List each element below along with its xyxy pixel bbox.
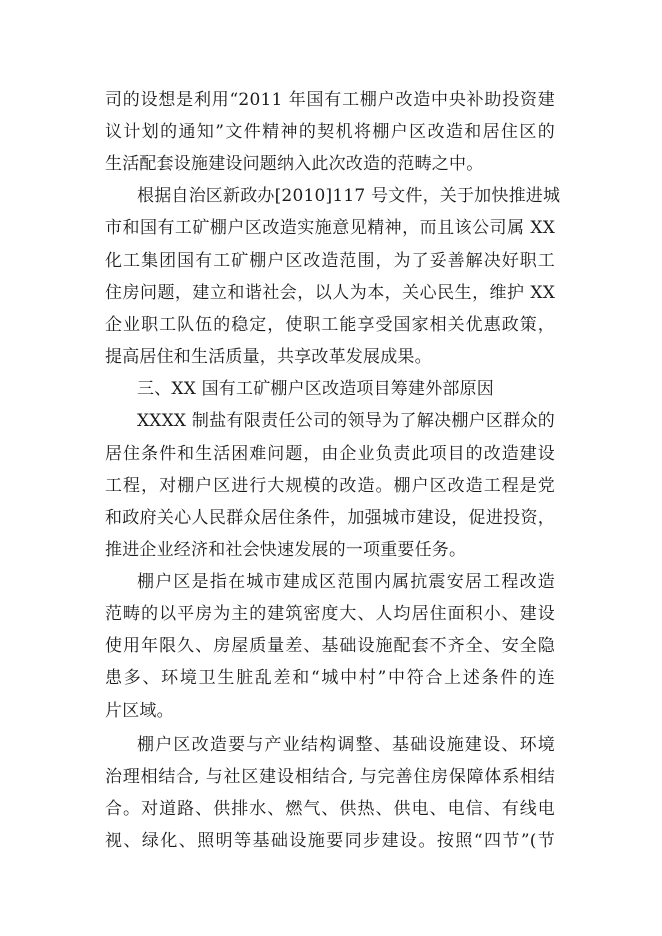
paragraph-line: 棚户区是指在城市建成区范围内属抗震安居工程改造 xyxy=(137,572,555,592)
paragraph-line: 居住条件和生活困难问题，由企业负责此项目的改造建设 xyxy=(105,444,555,464)
paragraph-line: 使用年限久、房屋质量差、基础设施配套不齐全、安全隐 xyxy=(105,636,555,656)
paragraph-line: 和政府关心人民群众居住条件，加强城市建设，促进投资， xyxy=(105,508,555,528)
paragraph-line: 议计划的通知”文件精神的契机将棚户区改造和居住区的 xyxy=(105,122,555,142)
paragraph-line: 市和国有工矿棚户区改造实施意见精神，而且该公司属 XX xyxy=(105,218,555,238)
paragraph-line: 视、绿化、照明等基础设施要同步建设。按照“四节”(节 xyxy=(105,831,555,851)
paragraph-line: 司的设想是利用“2011 年国有工棚户改造中央补助投资建 xyxy=(105,90,555,110)
paragraph-line: XXXX 制盐有限责任公司的领导为了解决棚户区群众的 xyxy=(137,411,555,431)
paragraph-line: 棚户区改造要与产业结构调整、基础设施建设、环境 xyxy=(137,735,555,755)
section-heading: 三、XX 国有工矿棚户区改造项目筹建外部原因 xyxy=(137,379,495,399)
paragraph-line: 范畴的以平房为主的建筑密度大、人均居住面积小、建设 xyxy=(105,604,555,624)
paragraph-line: 生活配套设施建设问题纳入此次改造的范畴之中。 xyxy=(105,154,484,174)
paragraph-line: 化工集团国有工矿棚户区改造范围，为了妥善解决好职工 xyxy=(105,251,555,271)
paragraph-line: 提高居住和生活质量，共享改革发展成果。 xyxy=(105,347,432,367)
paragraph-line: 住房问题，建立和谐社会，以人为本，关心民生，维护 XX xyxy=(105,283,555,303)
paragraph-line: 治理相结合, 与社区建设相结合, 与完善住房保障体系相结 xyxy=(105,767,555,787)
paragraph-line: 推进企业经济和社会快速发展的一项重要任务。 xyxy=(105,540,467,560)
paragraph-line: 根据自治区新政办[2010]117 号文件，关于加快推进城 xyxy=(137,186,561,206)
paragraph-line: 企业职工队伍的稳定，使职工能享受国家相关优惠政策， xyxy=(105,315,555,335)
paragraph-line: 片区域。 xyxy=(105,701,174,721)
paragraph-line: 合。对道路、供排水、燃气、供热、供电、电信、有线电 xyxy=(105,799,555,819)
paragraph-line: 工程，对棚户区进行大规模的改造。棚户区改造工程是党 xyxy=(105,476,555,496)
paragraph-line: 患多、环境卫生脏乱差和“城中村”中符合上述条件的连 xyxy=(105,668,555,688)
